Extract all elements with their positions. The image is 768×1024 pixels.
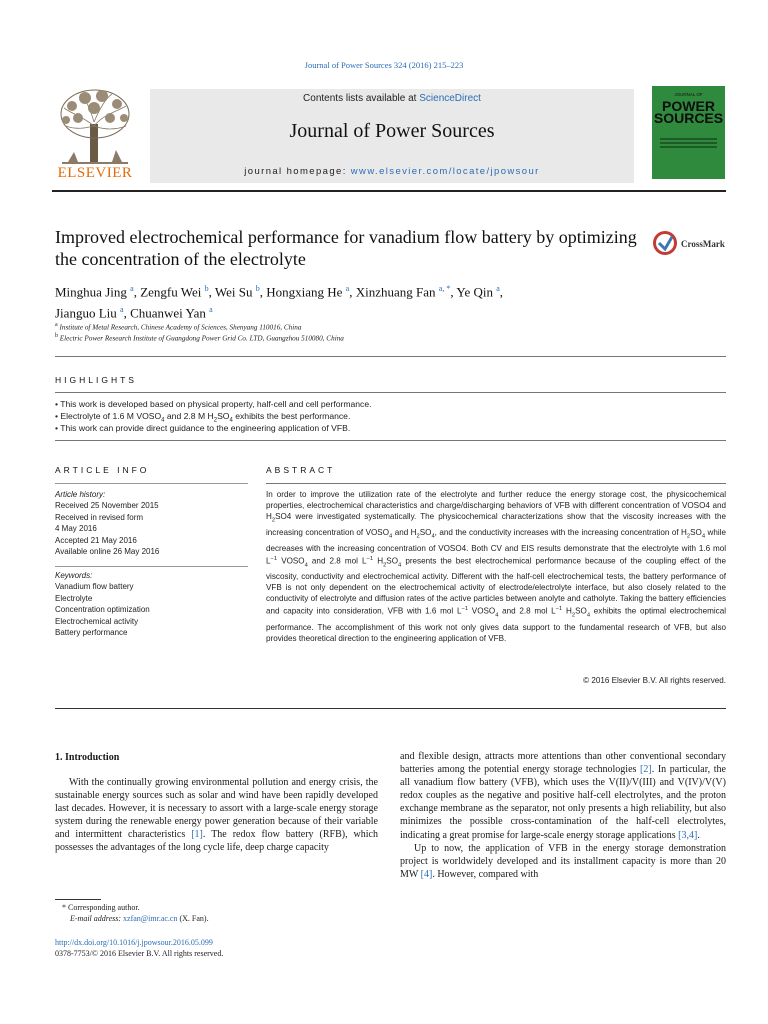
article-info-heading: ARTICLE INFO — [55, 465, 150, 475]
history-item: Received 25 November 2015 — [55, 501, 159, 511]
author-name: Minghua Jing — [55, 284, 131, 300]
crossmark-label[interactable]: CrossMark — [681, 239, 725, 249]
author-affiliation-mark[interactable]: a — [120, 305, 124, 315]
keywords-rule — [55, 566, 248, 567]
article-title: Improved electrochemical performance for vanadium flow battery by optimizing the concentration of the electrolyte — [55, 227, 637, 269]
highlights-rule — [55, 392, 726, 393]
citation-link[interactable]: [4] — [420, 868, 433, 880]
keywords-label: Keywords: — [55, 571, 93, 580]
section-divider — [55, 356, 726, 357]
author-name: Jianguo Liu — [55, 305, 120, 321]
cover-title — [652, 100, 725, 124]
journal-cover-thumbnail[interactable] — [652, 86, 725, 179]
abstract-rule — [266, 483, 726, 484]
highlight-item: • Electrolyte of 1.6 M $VOSO_4$ and 2.8 M $H_2SO_4$ exhibits the best performance. — [55, 411, 351, 424]
author-affiliation-mark[interactable]: a — [345, 284, 350, 293]
keyword-item: Battery performance — [55, 628, 128, 638]
history-item: Accepted 21 May 2016 — [55, 535, 137, 545]
article-history — [55, 489, 159, 557]
history-item: Received in revised form — [55, 512, 144, 522]
running-head[interactable]: Journal of Power Sources 324 (2016) 215–223 — [304, 60, 464, 70]
author-affiliation-mark[interactable]: b — [255, 284, 260, 293]
issn-copyright: 0378-7753/© 2016 Elsevier B.V. All rights reserved. — [55, 949, 224, 958]
doi-link[interactable]: http://dx.doi.org/10.1016/j.jpowsour.2016.05.099 — [55, 938, 213, 947]
email-suffix: (X. Fan). — [179, 914, 209, 923]
homepage-prefix: journal homepage: — [244, 166, 347, 177]
author-affiliation-mark[interactable]: a — [130, 284, 134, 293]
cover-title-line1: POWER — [662, 98, 715, 114]
body-paragraph: Up to now, the application of VFB in the energy storage demonstration project is worldwidely developed and its installment capacity is more than 20 MW [4]. However, compared with — [400, 842, 726, 880]
affiliation-mark: a — [55, 322, 58, 328]
author-name: Xinzhuang Fan — [355, 284, 439, 300]
citation-link[interactable]: [1] — [191, 829, 203, 841]
article-info-rule — [55, 483, 248, 484]
masthead-divider — [52, 190, 726, 192]
section-divider — [55, 440, 726, 441]
author-name: Ye Qin — [456, 284, 497, 300]
keyword-item: Electrochemical activity — [55, 616, 139, 626]
keyword-item: Concentration optimization — [55, 605, 150, 615]
affiliation-a — [55, 322, 301, 331]
footnote-rule — [55, 899, 101, 900]
author-email-link[interactable]: xzfan@imr.ac.cn — [123, 914, 178, 923]
introduction-heading: 1. Introduction — [55, 752, 120, 763]
highlight-item: • This work is developed based on physical property, half-cell and cell performance. — [55, 399, 372, 409]
corresponding-author-note: * Corresponding author. — [62, 903, 140, 912]
author-name: Wei Su — [214, 284, 256, 300]
email-note — [70, 914, 209, 923]
body-column-right — [400, 750, 726, 881]
sciencedirect-link[interactable]: ScienceDirect — [419, 93, 481, 104]
affiliation-mark: b — [55, 333, 58, 339]
author-separator: , — [259, 284, 267, 300]
copyright-notice: © 2016 Elsevier B.V. All rights reserved. — [583, 676, 726, 685]
highlights-heading: HIGHLIGHTS — [55, 375, 137, 385]
contents-line — [150, 93, 634, 104]
affiliation-text: Electric Power Research Institute of Guangdong Power Grid Co. LTD, Guangzhou 510080, China — [59, 334, 344, 343]
cover-decoration — [660, 138, 717, 140]
author-affiliation-mark[interactable]: a — [496, 284, 500, 293]
keyword-item: Electrolyte — [55, 593, 93, 603]
highlight-item: • This work can provide direct guidance to the engineering application of VFB. — [55, 423, 351, 433]
body-column-left: With the continually growing environmental pollution and energy crisis, the sustainable energy sources such as solar and wind have been rapidly developed last decades. However, it is necessary to assort with a large-scale energy storage system during the renewable energy power generation because of their variable and intermittent characteristics [1]. The redox flow battery (RFB), which possesses the advantages of the long cycle life, deep charge capacity — [55, 777, 378, 854]
journal-homepage-link[interactable]: www.elsevier.com/locate/jpowsour — [350, 166, 540, 177]
history-item: Available online 26 May 2016 — [55, 547, 160, 557]
author-separator: , — [450, 284, 457, 300]
author-separator: , — [133, 284, 141, 300]
author-separator: , — [499, 284, 504, 300]
citation-link[interactable]: [3,4] — [678, 829, 698, 841]
author-list — [55, 280, 665, 323]
abstract-text: In order to improve the utilization rate of the electrolyte and further reduce the energy storage cost, the physicochemical properties, electrochemical characteristics and charge/discharging behaviors of VFB with different concentration of VOSO4 and $H_2SO4$ were investigated systematically. The physicochemical characterizations show that the viscosity increases with the increasing concentration of $VOSO_4$ and $H_2SO_4$, and the conductivity increases with the increasing concentration of $H_2SO_4$ while decreases with the increasing concentration of VOSO4. Both CV and EIS results demonstrate that the electrolyte with 1.6 mol $L^{-1}$ $VOSO_4$ and 2.8 mol $L^{-1}$ $H_2SO_4$ presents the best electrochemical performance because of the coupling effect of the viscosity, conductivity and electrochemical activity. Different with the half-cell electrochemical tests, the battery performance of VFB is not only dependent on the electrochemical activity of electrode/electrolyte interface, but also closely related to the conductivity of electrolyte and diffusion rates of the active particles between anolyte and catholyte. Taking the battery efficiencies and capacity into consideration, VFB with 1.6 mol $L^{-1}$ $VOSO_4$ and 2.8 mol $L^{-1}$ $H_2SO_4$ exhibits the optimal electrochemical performance. The accomplishment of this work not only gives data support to the fundamental research of VFB, but also provides theoretical direction to the engineering application of VFB. — [266, 490, 727, 643]
history-item: 4 May 2016 — [55, 524, 97, 534]
cover-small-text: JOURNAL OF — [674, 92, 703, 97]
author-separator: , — [208, 284, 215, 300]
homepage-line — [150, 166, 634, 177]
journal-title: Journal of Power Sources — [289, 120, 495, 142]
author-name: Chuanwei Yan — [130, 305, 210, 321]
author-separator: , — [123, 305, 131, 321]
author-affiliation-mark[interactable]: b — [204, 284, 209, 293]
author-separator: , — [349, 284, 356, 300]
abstract-heading: ABSTRACT — [266, 465, 336, 475]
contents-prefix: Contents lists available at — [303, 93, 417, 104]
author-name: Hongxiang He — [266, 284, 346, 300]
keywords-block — [55, 570, 150, 638]
author-affiliation-mark[interactable]: a — [209, 305, 213, 315]
front-matter-divider — [55, 708, 726, 709]
body-paragraph: and flexible design, attracts more attentions than other conventional secondary batteries among the potential energy storage technologies [2]. In particular, the all vanadium flow battery (VFB), which uses the V(II)/V(III) and V(IV)/V(V) redox couples as the negative and positive half-cell electrolytes, and the proton exchange membrane as the separator, not only presents a high reliability, but also minimizes the possible cross-contamination of the half-cell electrolytes, indicating a great promise for large-scale energy storage applications [3,4]. — [400, 751, 726, 841]
publisher-wordmark: ELSEVIER — [57, 165, 133, 181]
cover-title-line2: SOURCES — [653, 110, 724, 126]
affiliation-text: Institute of Metal Research, Chinese Academy of Sciences, Shenyang 110016, China — [59, 323, 302, 332]
author-affiliation-mark[interactable]: a, * — [438, 284, 451, 293]
keyword-item: Vanadium flow battery — [55, 582, 134, 592]
author-name: Zengfu Wei — [140, 284, 205, 300]
email-label: E-mail address: — [70, 914, 122, 923]
history-label: Article history: — [55, 490, 106, 499]
affiliation-b — [55, 333, 344, 342]
citation-link[interactable]: [2] — [640, 764, 652, 776]
